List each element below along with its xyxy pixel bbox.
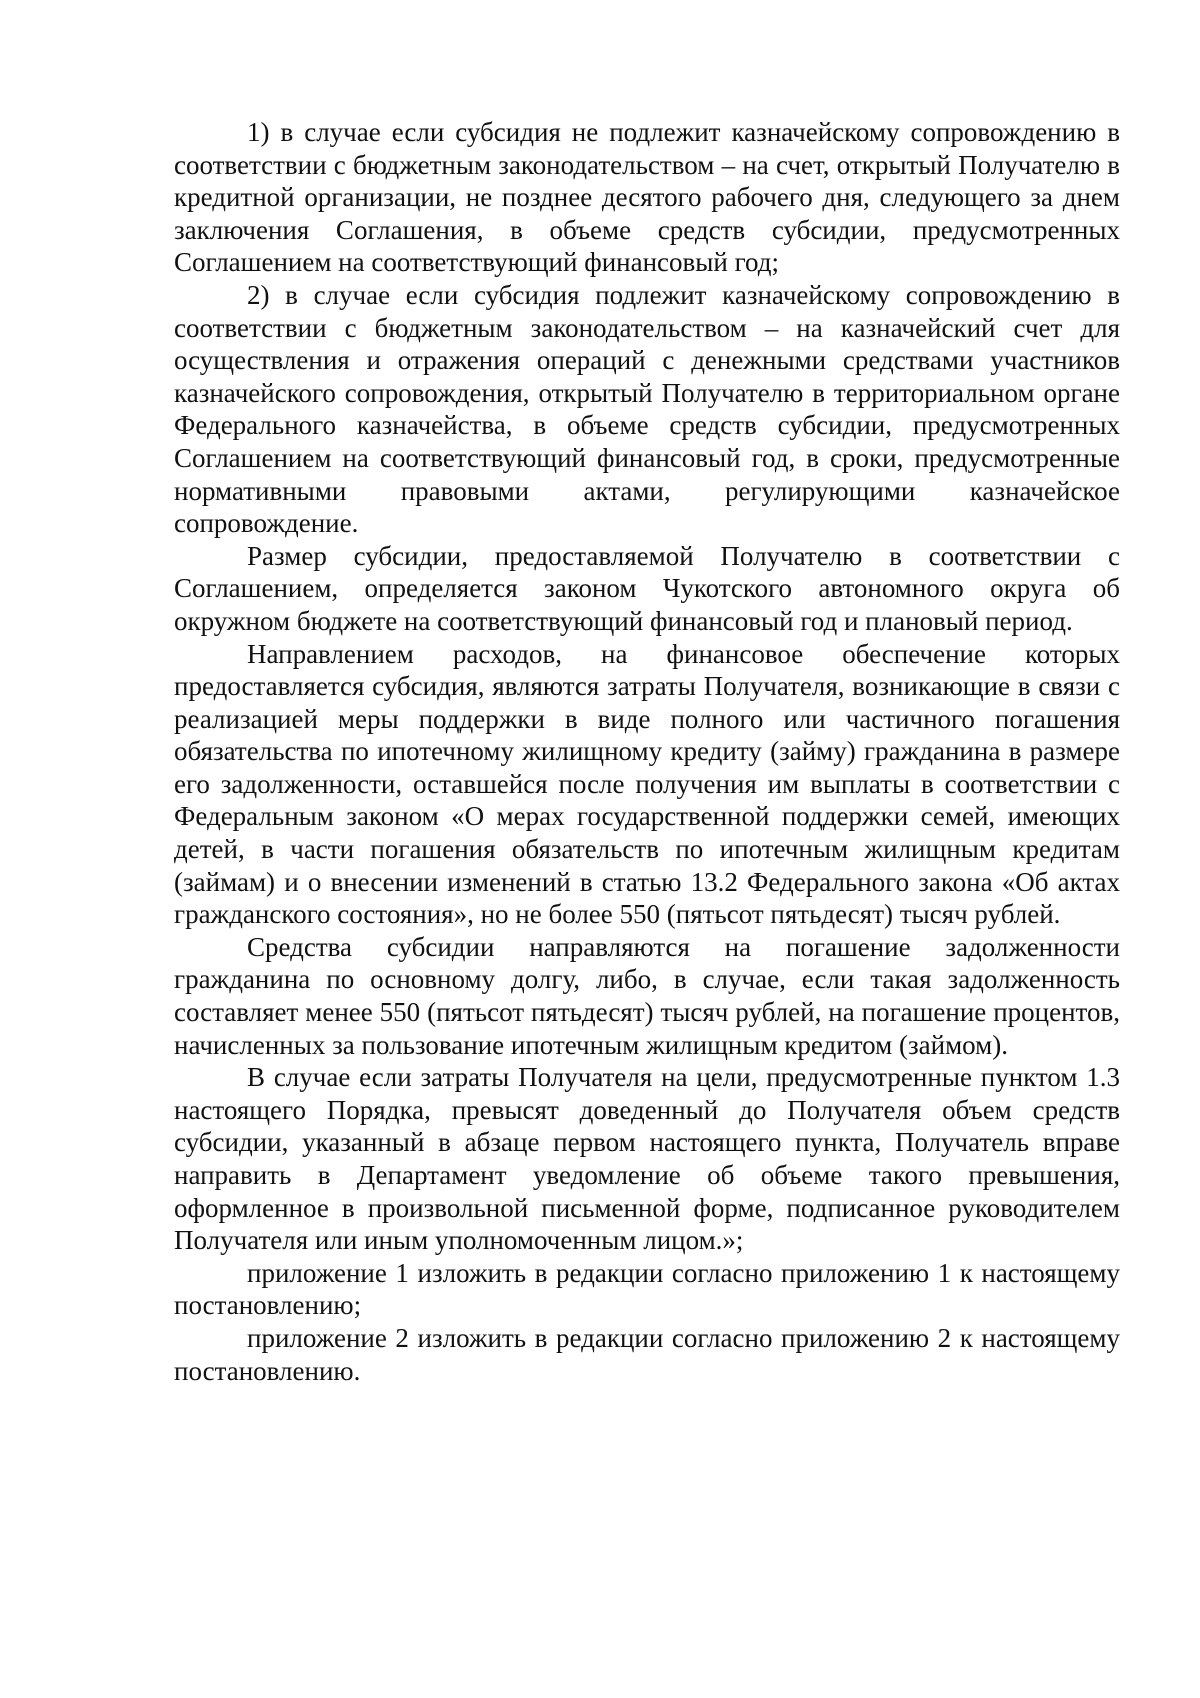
paragraph-cost-excess: В случае если затраты Получателя на цели, предусмотренные пунктом 1.3 настоящего Порядка, превысят доведенный до Получателя объем средств субсидии, указанный в абзаце первом настоящего пункта, Получатель вправе направить в Департамент уведомление об объеме такого превышения, оформленное в произвольной письменной форме, подписанное руководителем Получателя или иным уполномоченным лицом.»; [174, 1062, 1120, 1256]
paragraph-funds-allocation: Средства субсидии направляются на погашение задолженности гражданина по основному долгу, либо, в случае, если такая задолженность составляет менее 550 (пятьсот пятьдесят) тысяч рублей, на погашение процентов, начисленных за пользование ипотечным жилищным кредитом (займом). [174, 931, 1120, 1060]
document-body [174, 116, 1120, 1387]
paragraph-subsidy-amount: Размер субсидии, предоставляемой Получателю в соответствии с Соглашением, определяется законом Чукотского автономного округа об окружном бюджете на соответствующий финансовый год и плановый период. [174, 540, 1120, 636]
paragraph-subsidy-no-treasury-support: 1) в случае если субсидия не подлежит казначейскому сопровождению в соответствии с бюджетным законодательством – на счет, открытый Получателю в кредитной организации, не позднее десятого рабочего дня, следующего за днем заключения Соглашения, в объеме средств субсидии, предусмотренных Соглашением на соответствующий финансовый год; [174, 117, 1120, 278]
paragraph-appendix-2: приложение 2 изложить в редакции согласно приложению 2 к настоящему постановлению. [174, 1322, 1120, 1386]
paragraph-appendix-1: приложение 1 изложить в редакции согласно приложению 1 к настоящему постановлению; [174, 1257, 1120, 1321]
paragraph-expense-direction: Направлением расходов, на финансовое обеспечение которых предоставляется субсидия, являются затраты Получателя, возникающие в связи с реализацией меры поддержки в виде полного или частичного погашения обязательства по ипотечному жилищному кредиту (займу) гражданина в размере его задолженности, оставшейся после получения им выплаты в соответствии с Федеральным законом «О мерах государственной поддержки семей, имеющих детей, в части погашения обязательств по ипотечным жилищным кредитам (займам) и о внесении изменений в статью 13.2 Федерального закона «Об актах гражданского состояния», но не более 550 (пятьсот пятьдесят) тысяч рублей. [174, 638, 1120, 930]
paragraph-subsidy-treasury-support: 2) в случае если субсидия подлежит казначейскому сопровождению в соответствии с бюджетным законодательством – на казначейский счет для осуществления и отражения операций с денежными средствами участников казначейского сопровождения, открытый Получателю в территориальном органе Федерального казначейства, в объеме средств субсидии, предусмотренных Соглашением на соответствующий финансовый год, в сроки, предусмотренные нормативными правовыми актами, регулирующими казначейское сопровождение. [174, 279, 1120, 539]
